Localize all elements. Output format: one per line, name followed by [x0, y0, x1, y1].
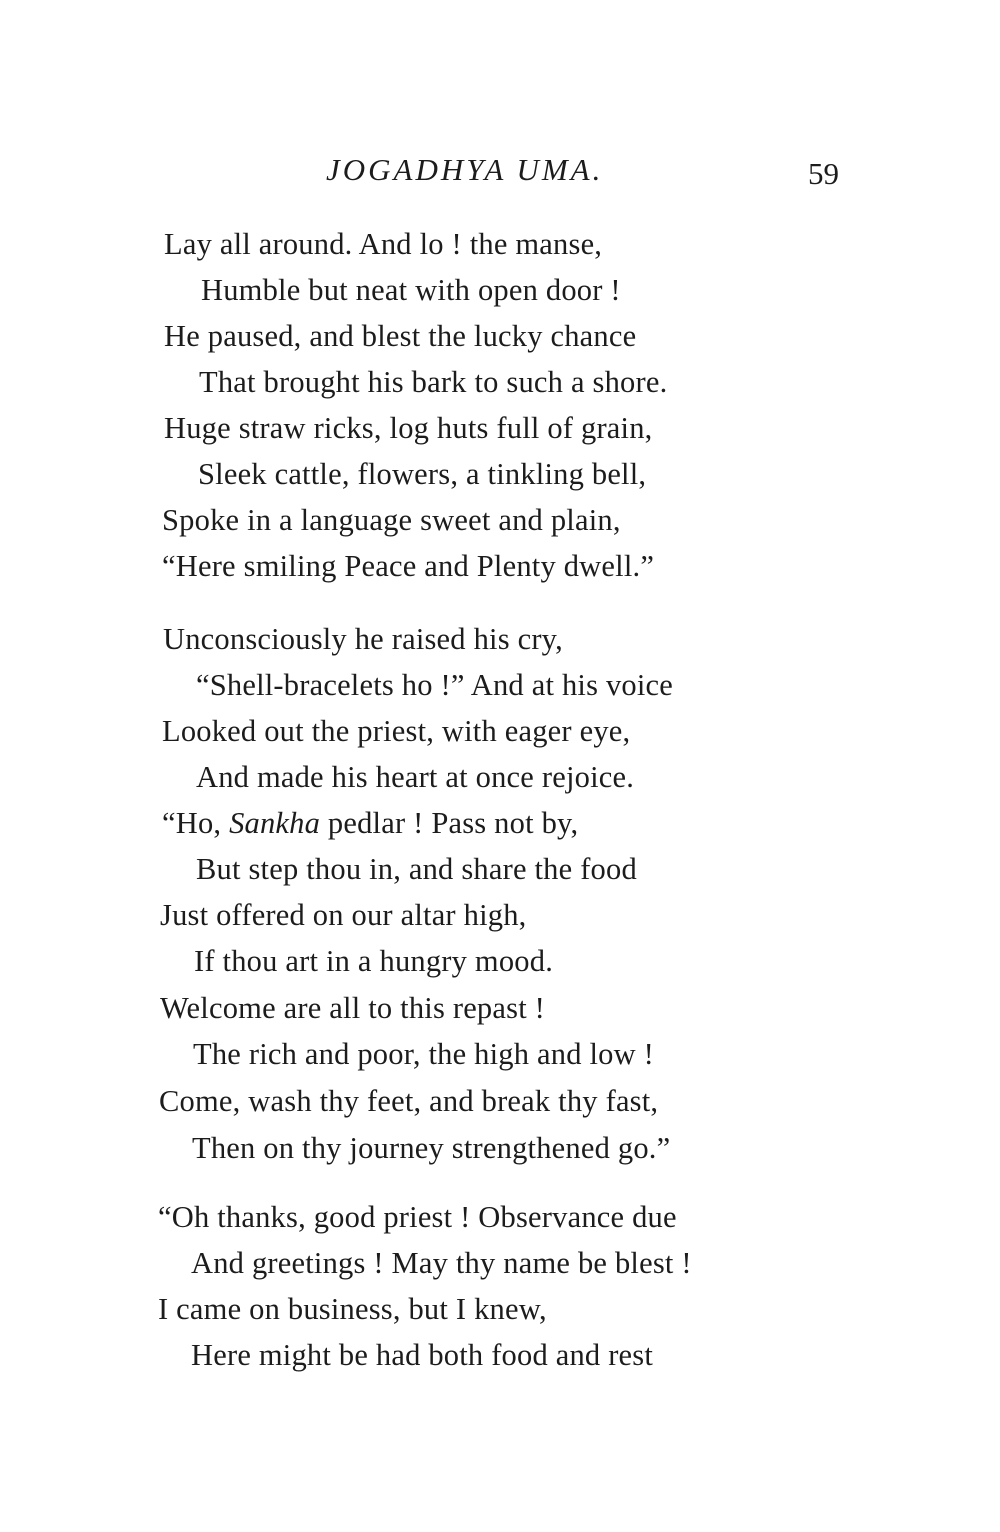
- verse-line: Just offered on our altar high,: [160, 898, 527, 932]
- sankha-italic: Sankha: [229, 806, 321, 840]
- verse-line: Then on thy journey strengthened go.”: [192, 1131, 671, 1165]
- verse-line: And greetings ! May thy name be blest !: [191, 1246, 692, 1280]
- verse-line: Unconsciously he raised his cry,: [163, 622, 563, 656]
- verse-line: Looked out the priest, with eager eye,: [162, 714, 631, 748]
- running-title: JOGADHYA UMA.: [326, 152, 604, 187]
- page-number: 59: [808, 156, 839, 191]
- verse-line: Sleek cattle, flowers, a tinkling bell,: [198, 457, 647, 491]
- verse-line: “Oh thanks, good priest ! Observance due: [158, 1200, 677, 1234]
- verse-line: But step thou in, and share the food: [196, 852, 637, 886]
- verse-line: Here might be had both food and rest: [191, 1338, 654, 1372]
- verse-line: [162, 803, 578, 843]
- verse-line: He paused, and blest the lucky chance: [164, 319, 637, 353]
- verse-line: Come, wash thy feet, and break thy fast,: [159, 1084, 659, 1118]
- verse-line: That brought his bark to such a shore.: [199, 365, 668, 399]
- verse-line-rest: pedlar ! Pass not by,: [320, 806, 579, 840]
- verse-line-start: “Ho,: [162, 806, 230, 840]
- running-head: [0, 152, 1000, 202]
- verse-line: And made his heart at once rejoice.: [196, 760, 635, 794]
- verse-line: Lay all around. And lo ! the manse,: [164, 227, 603, 261]
- verse-line: Humble but neat with open door !: [201, 273, 621, 307]
- verse-line: Huge straw ricks, log huts full of grain,: [164, 411, 653, 445]
- verse-line: “Here smiling Peace and Plenty dwell.”: [162, 549, 655, 583]
- verse-line: I came on business, but I knew,: [158, 1292, 547, 1326]
- verse-line: Welcome are all to this repast !: [160, 991, 546, 1025]
- verse-line: The rich and poor, the high and low !: [193, 1037, 655, 1071]
- verse-line: “Shell-bracelets ho !” And at his voice: [196, 668, 674, 702]
- verse-line: Spoke in a language sweet and plain,: [162, 503, 621, 537]
- verse-line: If thou art in a hungry mood.: [194, 944, 554, 978]
